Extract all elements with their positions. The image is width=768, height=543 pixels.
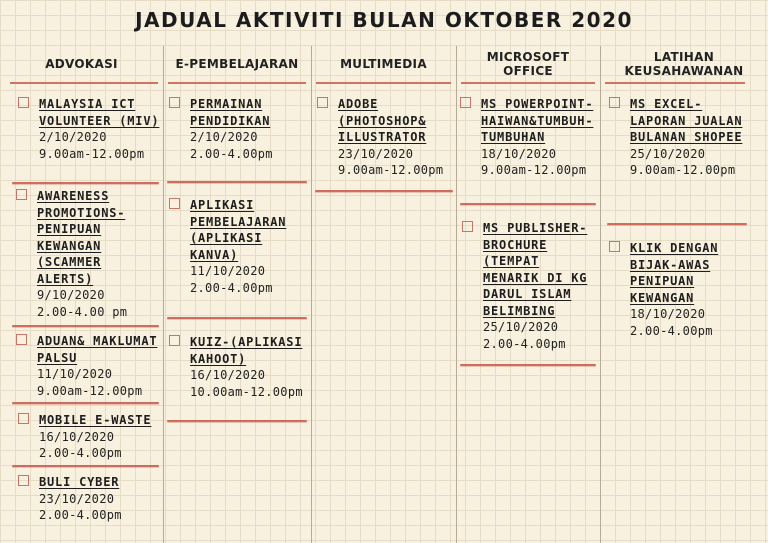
header-underline: [168, 82, 306, 84]
column-heading-advokasi: ADVOKASI: [45, 57, 118, 71]
activity-date: 23/10/2020: [39, 491, 115, 506]
brush-divider: [12, 325, 159, 327]
activity-item: [609, 96, 749, 179]
activity-name: KUIZ-(APLIKASI KAHOOT): [190, 335, 303, 366]
checkbox[interactable]: [16, 189, 27, 200]
column-heading-latihan-keusahawanan: LATIHAN KEUSAHAWANAN: [624, 50, 744, 78]
activity-name: ADOBE (PHOTOSHOP& ILLUSTRATOR: [338, 97, 427, 144]
brush-divider: [315, 190, 453, 192]
checkbox[interactable]: [169, 198, 180, 209]
brush-divider: [607, 223, 747, 225]
column-heading-multimedia: MULTIMEDIA: [340, 57, 427, 71]
column-divider: [311, 46, 312, 543]
checkbox[interactable]: [317, 97, 328, 108]
activity-item: [16, 333, 162, 399]
activity-date: 18/10/2020: [630, 307, 706, 321]
column-divider: [456, 46, 457, 543]
activity-name: MALAYSIA ICT VOLUNTEER (MIV): [39, 97, 160, 128]
checkbox[interactable]: [460, 97, 471, 108]
header-underline: [10, 82, 158, 84]
activity-item: [18, 474, 162, 524]
brush-divider: [460, 364, 596, 366]
activity-name: PERMAINAN PENDIDIKAN: [190, 97, 271, 128]
activity-item: [169, 96, 309, 162]
activity-item: [609, 240, 749, 339]
page-title: JADUAL AKTIVITI BULAN OKTOBER 2020: [135, 8, 633, 32]
activity-item: [169, 334, 309, 400]
header-underline: [605, 82, 745, 84]
activity-date: 25/10/2020: [630, 146, 706, 161]
activity-time: 2.00-4.00pm: [190, 280, 273, 295]
column-divider: [600, 46, 601, 543]
checkbox[interactable]: [609, 241, 620, 252]
activity-date: 2/10/2020: [39, 130, 107, 144]
column-divider: [163, 46, 164, 543]
activity-item: [169, 197, 309, 296]
brush-divider: [167, 181, 307, 183]
activity-date: 11/10/2020: [37, 367, 113, 381]
brush-divider: [460, 203, 596, 205]
brush-divider: [12, 182, 159, 184]
activity-name: MS EXCEL-LAPORAN JUALAN BULANAN SHOPEE: [630, 97, 743, 144]
checkbox[interactable]: [18, 413, 29, 424]
checkbox[interactable]: [18, 475, 29, 486]
activity-time: 2.00-4.00pm: [39, 508, 122, 522]
checkbox[interactable]: [462, 221, 473, 232]
activity-time: 2.00-4.00pm: [190, 146, 273, 161]
activity-time: 10.00am-12.00pm: [190, 384, 303, 399]
brush-divider: [167, 317, 307, 319]
column-heading-e-pembelajaran: E-PEMBELAJARAN: [175, 57, 299, 71]
activity-name: MS POWERPOINT-HAIWAN&TUMBUH-TUMBUHAN: [481, 97, 594, 144]
checkbox[interactable]: [169, 97, 180, 108]
brush-divider: [12, 465, 159, 467]
activity-time: 2.00-4.00 pm: [37, 304, 128, 319]
activity-date: 16/10/2020: [190, 368, 266, 382]
checkbox[interactable]: [169, 335, 180, 346]
activity-time: 9.00am-12.00pm: [481, 163, 587, 177]
activity-item: [317, 96, 455, 179]
activity-time: 2.00-4.00pm: [630, 323, 713, 338]
activity-name: ADUAN& MAKLUMAT PALSU: [37, 334, 158, 365]
activity-item: [462, 220, 598, 352]
activity-name: BULI CYBER: [39, 475, 120, 489]
activity-name: MS PUBLISHER-BROCHURE (TEMPAT MENARIK DI KG DARUL ISLAM BELIMBING: [483, 221, 588, 318]
activity-time: 9.00am-12.00pm: [37, 383, 143, 398]
brush-divider: [167, 420, 307, 422]
activity-time: 9.00am-12.00pm: [338, 163, 444, 177]
checkbox[interactable]: [609, 97, 620, 108]
activity-date: 11/10/2020: [190, 264, 266, 278]
activity-time: 9.00am-12.00pm: [630, 163, 736, 177]
activity-date: 2/10/2020: [190, 130, 258, 144]
header-underline: [461, 82, 595, 84]
activity-name: MOBILE E-WASTE: [39, 413, 152, 427]
checkbox[interactable]: [16, 334, 27, 345]
activity-time: 9.00am-12.00pm: [39, 146, 145, 161]
column-heading-microsoft-office: MICROSOFT OFFICE: [486, 50, 570, 78]
activity-name: APLIKASI PEMBELAJARAN (APLIKASI KANVA): [190, 198, 287, 262]
activity-time: 2.00-4.00pm: [483, 336, 566, 351]
activity-date: 18/10/2020: [481, 146, 557, 161]
activity-date: 23/10/2020: [338, 146, 414, 161]
activity-name: KLIK DENGAN BIJAK-AWAS PENIPUAN KEWANGAN: [630, 241, 719, 305]
activity-date: 9/10/2020: [37, 288, 105, 302]
header-underline: [316, 82, 451, 84]
activity-name: AWARENESS PROMOTIONS-PENIPUAN KEWANGAN (SCAMMER ALERTS): [37, 189, 126, 286]
brush-divider: [12, 402, 159, 404]
activity-time: 2.00-4.00pm: [39, 446, 122, 460]
activity-date: 25/10/2020: [483, 320, 559, 334]
activity-item: [16, 188, 162, 320]
activity-date: 16/10/2020: [39, 429, 115, 444]
activity-item: [460, 96, 598, 179]
activity-item: [18, 96, 162, 162]
checkbox[interactable]: [18, 97, 29, 108]
activity-item: [18, 412, 162, 462]
